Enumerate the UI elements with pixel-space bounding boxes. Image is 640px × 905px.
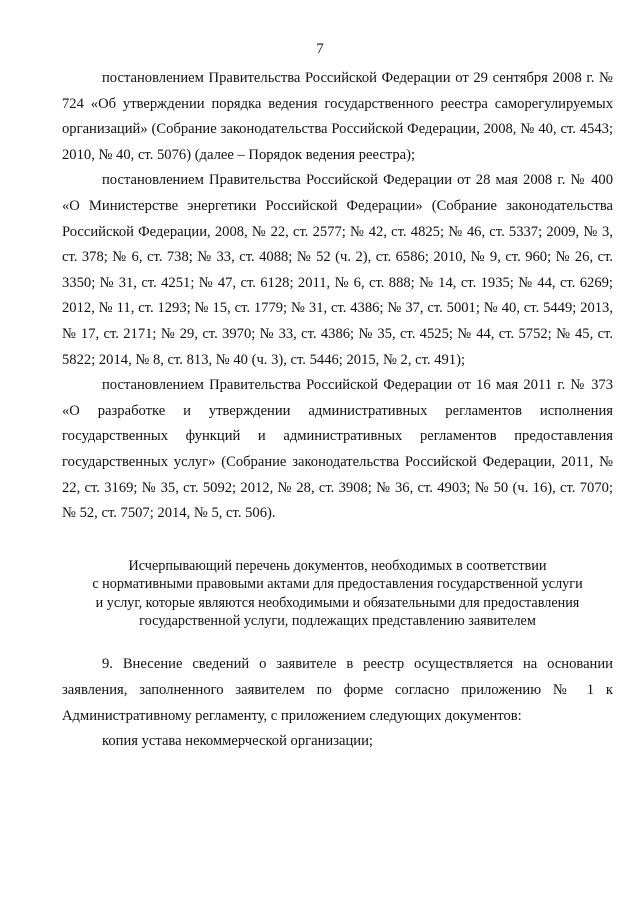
section-heading-line: с нормативными правовыми актами для предоставления государственной услуги <box>92 576 583 593</box>
section-heading-line: Исчерпывающий перечень документов, необходимых в соответствии <box>128 557 547 574</box>
page-number: 7 <box>316 41 324 57</box>
paragraph-decree-724: постановлением Правительства Российской Федерации от 29 сентября 2008 г. № 724 «Об утверждении порядка ведения государственного реестра саморегулируемых организаций» (Собрание законодательства Российской Федерации, 2008, № 40, ст. 4543; 2010, № 40, ст. 5076) (далее – Порядок ведения реестра); <box>62 70 613 163</box>
section-heading-line: государственной услуги, подлежащих представлению заявителем <box>139 612 536 629</box>
section-heading-line: и услуг, которые являются необходимыми и обязательными для предоставления <box>95 594 580 611</box>
paragraph-charter-copy: копия устава некоммерческой организации; <box>102 733 373 750</box>
paragraph-item-9: 9. Внесение сведений о заявителе в реестр осуществляется на основании заявления, заполненного заявителем по форме согласно приложению № 1 к Административному регламенту, с приложением следующих документов: <box>62 656 613 724</box>
paragraph-decree-400: постановлением Правительства Российской Федерации от 28 мая 2008 г. № 400 «О Министерстве энергетики Российской Федерации» (Собрание законодательства Российской Федерации, 2008, № 22, ст. 2577; № 42, ст. 4825; № 46, ст. 5337; 2009, № 3, ст. 378; № 6, ст. 738; № 33, ст. 4088; № 52 (ч. 2), ст. 6586; 2010, № 9, ст. 960; № 26, ст. 3350; № 31, ст. 4251; № 47, ст. 6128; 2011, № 6, ст. 888; № 14, ст. 1935; № 44, ст. 6269; 2012, № 11, ст. 1293; № 15, ст. 1779; № 31, ст. 4386; № 37, ст. 5001; № 40, ст. 5449; 2013, № 17, ст. 2171; № 29, ст. 3970; № 33, ст. 4386; № 35, ст. 4525; № 44, ст. 5752; № 45, ст. 5822; 2014, № 8, ст. 813, № 40 (ч. 3), ст. 5446; 2015, № 2, ст. 491); <box>62 172 613 368</box>
paragraph-decree-373: постановлением Правительства Российской Федерации от 16 мая 2011 г. № 373 «О разработке и утверждении административных регламентов исполнения государственных функций и административных регламентов предоставления государственных услуг» (Собрание законодательства Российской Федерации, 2011, № 22, ст. 3169; № 35, ст. 5092; 2012, № 28, ст. 3908; № 36, ст. 4903; № 50 (ч. 16), ст. 7070; № 52, ст. 7507; 2014, № 5, ст. 506). <box>62 377 613 522</box>
section-heading <box>62 557 613 631</box>
document-body <box>62 66 613 755</box>
